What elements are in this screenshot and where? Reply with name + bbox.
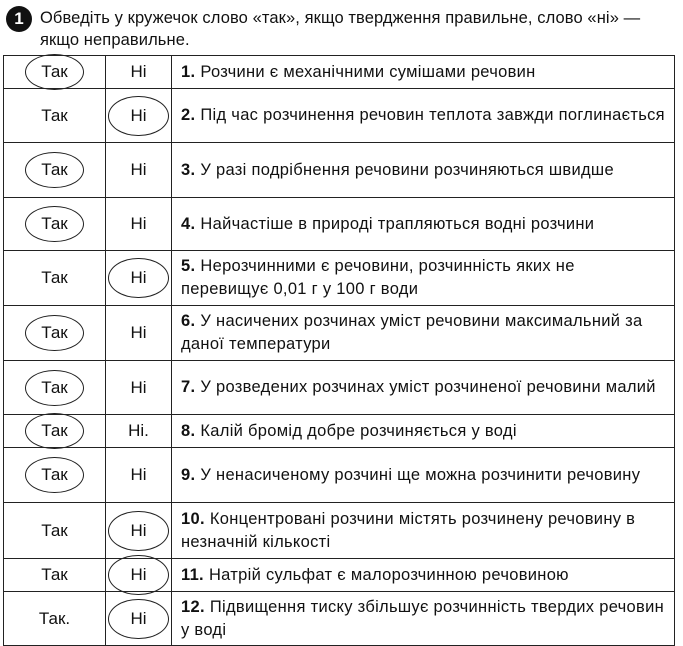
- task-header: [6, 4, 678, 52]
- table-row: [4, 251, 675, 306]
- statement-text: Під час розчинення речовин теплота завжди поглинається: [200, 106, 665, 124]
- statement-cell: [172, 306, 675, 361]
- statement-text: Найчастіше в природі трапляються водні розчини: [200, 214, 595, 233]
- table-row: [4, 56, 675, 89]
- no-option[interactable]: Ні: [130, 323, 147, 342]
- statement-cell: [172, 198, 675, 251]
- statement-number: 6.: [181, 312, 196, 330]
- no-option[interactable]: Ні: [120, 559, 156, 591]
- statement-text: Підвищення тиску збільшує розчинність твердих речовин у воді: [181, 597, 665, 639]
- table-row: [4, 143, 675, 198]
- no-cell[interactable]: [106, 503, 172, 559]
- statement-cell: [172, 503, 675, 559]
- no-cell[interactable]: [106, 448, 172, 503]
- table-row: [4, 89, 675, 143]
- statement-number: 9.: [181, 465, 196, 484]
- statement-text: У разі подрібнення речовини розчиняються швидше: [200, 160, 614, 179]
- statement-cell: [172, 143, 675, 198]
- yes-option[interactable]: Так: [31, 154, 78, 186]
- task-number-badge: 1: [6, 6, 32, 32]
- statement-number: 10.: [181, 509, 205, 528]
- statement-cell: [172, 251, 675, 306]
- yes-cell[interactable]: [4, 592, 106, 646]
- no-option[interactable]: Ні.: [128, 421, 149, 440]
- no-option[interactable]: Ні: [130, 214, 147, 233]
- yes-cell[interactable]: [4, 198, 106, 251]
- statement-cell: [172, 361, 675, 415]
- table-row: [4, 592, 675, 646]
- no-cell[interactable]: [106, 559, 172, 592]
- statement-number: 7.: [181, 378, 196, 396]
- yes-cell[interactable]: [4, 143, 106, 198]
- no-cell[interactable]: [106, 592, 172, 646]
- yes-option[interactable]: Так: [41, 105, 68, 125]
- yes-option[interactable]: Так: [31, 56, 78, 88]
- statement-text: Розчини є механічними сумішами речовин: [200, 62, 536, 81]
- yes-cell[interactable]: [4, 503, 106, 559]
- task-instruction: Обведіть у кружечок слово «так», якщо твердження правильне, слово «ні» — якщо неправильне.: [40, 9, 641, 49]
- statement-number: 2.: [181, 106, 196, 124]
- no-option[interactable]: Ні: [120, 100, 156, 132]
- statement-text: У ненасиченому розчині ще можна розчинити речовину: [200, 465, 641, 484]
- yes-option[interactable]: Так: [41, 565, 68, 584]
- no-cell[interactable]: [106, 56, 172, 89]
- no-cell[interactable]: [106, 198, 172, 251]
- yes-cell[interactable]: [4, 448, 106, 503]
- statement-text: Натрій сульфат є малорозчинною речовиною: [208, 565, 569, 584]
- no-option[interactable]: Ні: [130, 160, 147, 179]
- yes-option[interactable]: Так: [41, 520, 68, 540]
- yes-option[interactable]: Так: [41, 268, 68, 287]
- statement-number: 1.: [181, 62, 196, 81]
- statement-cell: [172, 448, 675, 503]
- statement-text: У розведених розчинах уміст розчиненої речовини малий: [200, 378, 656, 396]
- yes-option[interactable]: Так.: [38, 608, 71, 628]
- yes-option[interactable]: Так: [31, 415, 78, 447]
- no-option[interactable]: Ні: [120, 262, 156, 294]
- table-row: [4, 448, 675, 503]
- table-row: [4, 361, 675, 415]
- true-false-table: [3, 55, 675, 646]
- statement-text: Калій бромід добре розчиняється у воді: [200, 421, 517, 440]
- no-option[interactable]: Ні: [130, 377, 147, 397]
- yes-cell[interactable]: [4, 251, 106, 306]
- table-row: [4, 559, 675, 592]
- yes-cell[interactable]: [4, 89, 106, 143]
- statement-text: Концентровані розчини містять розчинену речовину в незначній кількості: [181, 509, 636, 551]
- statement-number: 4.: [181, 214, 196, 233]
- no-cell[interactable]: [106, 306, 172, 361]
- no-option[interactable]: Ні: [120, 603, 156, 635]
- yes-cell[interactable]: [4, 56, 106, 89]
- no-option[interactable]: Ні: [130, 465, 147, 484]
- statement-number: 8.: [181, 421, 196, 440]
- statement-number: 11.: [181, 565, 204, 584]
- yes-cell[interactable]: [4, 306, 106, 361]
- no-cell[interactable]: [106, 361, 172, 415]
- yes-cell[interactable]: [4, 361, 106, 415]
- table-row: [4, 415, 675, 448]
- table-row: [4, 198, 675, 251]
- no-option[interactable]: Ні: [130, 62, 147, 81]
- yes-cell[interactable]: [4, 559, 106, 592]
- table-row: [4, 306, 675, 361]
- table-row: [4, 503, 675, 559]
- statement-cell: [172, 592, 675, 646]
- yes-option[interactable]: Так: [31, 317, 78, 349]
- yes-cell[interactable]: [4, 415, 106, 448]
- no-cell[interactable]: [106, 89, 172, 143]
- statement-number: 3.: [181, 160, 196, 179]
- statement-number: 12.: [181, 597, 205, 616]
- yes-option[interactable]: Так: [31, 459, 78, 491]
- statement-number: 5.: [181, 257, 196, 275]
- statement-cell: [172, 89, 675, 143]
- yes-option[interactable]: Так: [31, 208, 78, 240]
- statement-cell: [172, 415, 675, 448]
- statement-text: Нерозчинними є речовини, розчинність яких не перевищує 0,01 г у 100 г води: [181, 257, 575, 298]
- no-cell[interactable]: [106, 251, 172, 306]
- yes-option[interactable]: Так: [31, 372, 78, 404]
- no-cell[interactable]: [106, 415, 172, 448]
- statement-cell: [172, 56, 675, 89]
- statement-text: У насичених розчинах уміст речовини максимальний за даної температури: [181, 312, 643, 353]
- statement-cell: [172, 559, 675, 592]
- no-cell[interactable]: [106, 143, 172, 198]
- no-option[interactable]: Ні: [120, 515, 156, 547]
